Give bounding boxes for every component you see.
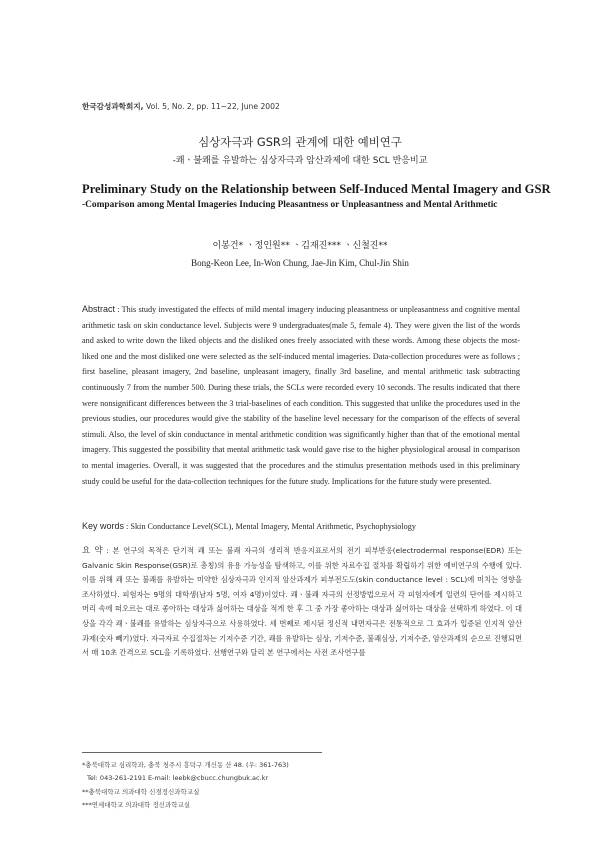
title-english: Preliminary Study on the Relationship between Self-Induced Mental Imagery and GSR [82, 182, 551, 196]
keywords [82, 521, 522, 531]
footnote-affiliation-1: *충북대학교 심리학과, 충북 청주시 흥덕구 개신동 산 48. (우: 361-763) [82, 761, 289, 769]
keywords-text: : Skin Conductance Level(SCL), Mental Imagery, Mental Arithmetic, Psychophysiology [124, 522, 416, 531]
footnotes [82, 759, 522, 812]
abstract-text: : This study investigated the effects of mild mental imagery inducing pleasantness or unpleasantness and cognitive mental arithmetic task on skin conductance level. Subjects were 9 undergraduates(male 5, female 4). They were given the list of the words and asked to write down the liked objects and the disliked ones freely associated with these words. Among these objects the most-liked one and the most disliked one were selected as the self-induced mental imageries. Data-collection procedures were as follows ; first baseline, pleasant imagery, 2nd baseline, unpleasant imagery, finally 3rd baseline, and mental arithmetic task subtracting continuously 7 from the number 500. During these trials, the SCLs were recorded every 10 seconds. The results indicated that there were nonsignificant differences between the 3 trial-baselines of each condition. This suggested that unlike the procedures used in the previous studies, our procedures would give the stability of the baseline level necessary for the comparison of the effects of several stimuli. Also, the level of skin conductance in mental arithmetic condition was significantly higher than that of the emotional mental imagery. This suggested the possibility that mental arithmetic task would gave rise to the higher physiological arousal in comparison to mental imageries. Overall, it was suggested that the procedures and the stimulus presentation methods used in this preliminary study could be useful for the data-collection techniques for the future study. Implications for the future study were presented. [82, 305, 520, 486]
abstract-label: Abstract [82, 304, 116, 314]
footnote-divider [82, 752, 322, 753]
footnote-contact: Tel: 043-261-2191 E-mail: leebk@cbucc.chungbuk.ac.kr [87, 774, 269, 783]
authors-english: Bong-Keon Lee, In-Won Chung, Jae-Jin Kim, Chul-Jin Shin [191, 258, 409, 268]
keywords-label: Key words [82, 521, 125, 531]
journal-name: 한국감성과학회지, [82, 102, 144, 111]
summary-label: 요 약 [82, 546, 103, 556]
journal-header [82, 101, 280, 112]
summary-text: : 본 연구의 목적은 단기적 쾌 또는 불쾌 자극의 생리적 반응지표로서의 전기 피부반응(electrodermal response(EDR) 또는 Galvanic Skin Response(GSR)로 총칭)의 유용 가능성을 탐색하고, 이를 위한 자료수집 절차를 확립하기 위한 예비연구의 수행에 있다. 이를 위해 쾌 또는 불쾌를 유발하는 미약한 심상자극과 인지적 암산과제가 피부전도도(skin conductance level : SCL)에 미치는 영향을 조사하였다. 피험자는 9명의 대학생(남자 5명, 여자 4명)이었다. 쾌ㆍ불쾌 자극의 선정방법으로서 각 피험자에게 일련의 단어를 제시하고 머리 속에 떠오르는 대로 좋아하는 대상과 싫어하는 대상을 적게 한 후 그 중 가장 좋아하는 대상과 싫어하는 대상을 선택하게 하였다. 이 대상을 각각 쾌ㆍ불쾌를 유발하는 심상자극으로 사용하였다. 세 번째로 제시된 정신적 내면자극은 전통적으로 그 효과가 입증된 인지적 암산과제(숫자 빼기)였다. 자극자료 수집절차는 기저수준 기간, 쾌를 유발하는 심상, 기저수준, 불쾌심상, 기저수준, 암산과제의 순으로 진행되면서 매 10초 간격으로 SCL을 기록하였다. 선행연구와 달리 본 연구에서는 사전 조사연구를 [82, 546, 522, 658]
abstract [82, 302, 520, 489]
authors-korean: 이봉건* ㆍ정인원** ㆍ김재진*** ㆍ신철진** [212, 241, 388, 251]
footnote-affiliation-2: **충북대학교 의과대학 신경정신과학교실 [82, 787, 200, 796]
subtitle-english: -Comparison among Mental Imageries Inducing Pleasantness or Unpleasantness and Mental Arithmetic [82, 200, 498, 210]
journal-info: Vol. 5, No. 2, pp. 11~22, June 2002 [143, 102, 280, 111]
title-korean: 심상자극과 GSR의 관계에 대한 예비연구 [198, 135, 402, 149]
subtitle-korean: -쾌ㆍ불쾌를 유발하는 심상자극과 암산과제에 대한 SCL 반응비교 [172, 156, 428, 166]
korean-summary [82, 544, 522, 661]
footnote-affiliation-3: ***연세대학교 의과대학 정신과학교실 [82, 800, 191, 809]
